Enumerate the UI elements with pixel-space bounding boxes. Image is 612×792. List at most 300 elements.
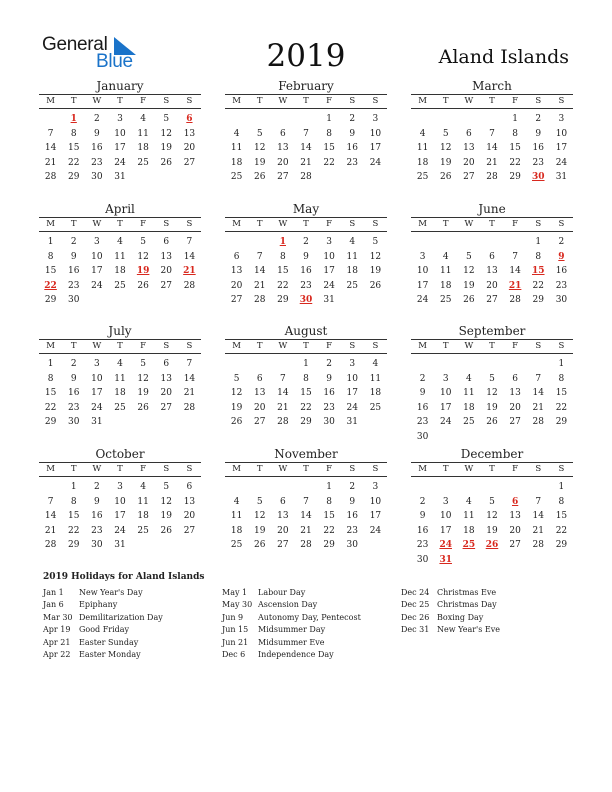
day-cell: 3 — [442, 373, 449, 384]
day-cell: 12 — [253, 143, 266, 153]
day-cell: 18 — [346, 266, 358, 276]
day-cell: 2 — [419, 373, 426, 384]
day-cell: 7 — [256, 251, 263, 262]
month-november — [225, 447, 387, 553]
weekday-label: S — [558, 96, 565, 106]
day-cell: 2 — [303, 237, 309, 247]
day-cell: 11 — [114, 251, 126, 262]
month-february — [225, 79, 387, 185]
day-cell: 4 — [442, 251, 449, 262]
weekday-label: W — [278, 96, 288, 106]
day-cell: 16 — [416, 402, 429, 413]
empty-cell — [434, 235, 457, 250]
day-cell: 25 — [346, 280, 358, 291]
weekday-label: T — [303, 341, 309, 351]
holiday-day-cell: 30 — [532, 172, 545, 182]
day-grid — [411, 354, 573, 444]
weekday-label: T — [303, 219, 309, 229]
month-august — [225, 324, 387, 430]
weekday-label: S — [186, 341, 193, 351]
day-cell: 8 — [303, 373, 309, 384]
day-cell: 4 — [117, 359, 123, 369]
day-cell: 16 — [346, 511, 358, 521]
day-cell: 7 — [47, 128, 54, 139]
day-cell: 15 — [67, 143, 80, 153]
day-cell: 27 — [509, 540, 521, 550]
day-cell: 18 — [439, 280, 452, 291]
holiday-name: Demilitarization Day — [79, 612, 163, 622]
weekday-header — [39, 94, 201, 109]
day-cell: 1 — [303, 359, 309, 369]
day-cell: 8 — [326, 496, 332, 507]
day-cell: 16 — [67, 266, 80, 276]
day-cell: 16 — [555, 266, 568, 276]
empty-cell — [225, 480, 248, 495]
day-cell: 27 — [160, 402, 172, 413]
day-cell: 7 — [47, 496, 54, 507]
day-cell: 24 — [114, 525, 126, 536]
day-cell: 12 — [439, 143, 452, 153]
day-cell: 17 — [91, 388, 103, 398]
empty-cell — [248, 480, 271, 495]
day-cell: 9 — [70, 373, 77, 384]
day-cell: 24 — [439, 417, 452, 427]
weekday-label: T — [256, 341, 263, 351]
day-cell: 22 — [67, 525, 80, 536]
logo-text-general: General — [42, 34, 108, 55]
month-title: May — [292, 202, 320, 216]
weekday-header — [411, 339, 573, 354]
day-cell: 1 — [47, 237, 54, 247]
weekday-label: S — [163, 96, 170, 106]
day-cell: 21 — [277, 402, 289, 413]
day-cell: 1 — [558, 359, 565, 369]
month-title: July — [108, 324, 132, 338]
empty-cell — [411, 235, 434, 250]
weekday-label: S — [349, 341, 356, 351]
day-cell: 20 — [277, 525, 289, 536]
day-cell: 15 — [323, 143, 335, 153]
holiday-column — [43, 587, 163, 661]
day-cell: 28 — [532, 417, 544, 427]
weekday-header — [225, 217, 387, 232]
day-cell: 25 — [416, 172, 429, 182]
day-cell: 27 — [486, 295, 498, 305]
day-cell: 12 — [486, 388, 498, 398]
weekday-label: M — [418, 341, 427, 351]
day-cell: 3 — [372, 482, 379, 492]
day-cell: 25 — [230, 540, 243, 550]
holiday-name: Labour Day — [258, 588, 306, 597]
weekday-label: W — [464, 219, 474, 229]
day-cell: 16 — [416, 525, 429, 536]
day-cell: 10 — [555, 128, 568, 139]
day-cell: 5 — [465, 251, 472, 262]
day-cell: 1 — [558, 482, 565, 492]
weekday-label: S — [535, 464, 542, 474]
day-cell: 30 — [67, 417, 80, 427]
day-cell: 28 — [486, 172, 498, 182]
day-cell: 19 — [230, 402, 243, 413]
holiday-row — [401, 624, 500, 636]
day-cell: 9 — [93, 128, 100, 139]
empty-cell — [411, 112, 434, 127]
weekday-label: T — [442, 341, 449, 351]
day-cell: 7 — [535, 373, 542, 384]
day-cell: 18 — [230, 525, 243, 536]
day-cell: 10 — [323, 251, 335, 262]
day-cell: 11 — [463, 511, 475, 521]
day-cell: 14 — [300, 143, 312, 153]
weekday-label: S — [535, 341, 542, 351]
day-cell: 15 — [509, 143, 521, 153]
weekday-label: S — [163, 341, 170, 351]
weekday-label: T — [489, 96, 495, 106]
day-cell: 13 — [183, 128, 196, 139]
holiday-column — [401, 587, 500, 637]
weekday-label: S — [372, 341, 379, 351]
weekday-label: S — [163, 219, 170, 229]
day-cell: 27 — [277, 172, 289, 182]
holiday-day-cell: 6 — [512, 496, 519, 507]
month-title: June — [478, 202, 506, 216]
country-title: Aland Islands — [438, 46, 569, 68]
day-cell: 5 — [163, 114, 170, 124]
day-cell: 10 — [369, 128, 382, 139]
day-cell: 28 — [277, 417, 289, 427]
day-cell: 5 — [233, 373, 240, 384]
day-cell: 1 — [47, 359, 54, 369]
day-cell: 10 — [346, 373, 358, 384]
day-cell: 15 — [67, 511, 80, 521]
day-cell: 20 — [277, 157, 289, 168]
day-cell: 22 — [300, 402, 312, 413]
day-cell: 29 — [44, 417, 57, 427]
weekday-label: F — [326, 219, 333, 229]
day-cell: 4 — [140, 114, 146, 124]
day-cell: 2 — [70, 359, 77, 369]
day-cell: 15 — [44, 266, 57, 276]
holiday-row — [222, 624, 361, 636]
holiday-name: Christmas Day — [437, 600, 497, 610]
day-cell: 24 — [555, 157, 568, 168]
day-cell: 11 — [346, 251, 358, 262]
day-cell: 25 — [137, 157, 149, 168]
empty-cell — [248, 357, 271, 372]
day-cell: 3 — [326, 237, 332, 247]
day-cell: 15 — [277, 266, 289, 276]
holiday-date: Apr 22 — [43, 649, 71, 659]
empty-cell — [39, 112, 62, 127]
day-cell: 22 — [44, 402, 57, 413]
month-june — [411, 202, 573, 308]
holiday-name: Christmas Eve — [437, 588, 497, 597]
weekday-header — [225, 339, 387, 354]
weekday-label: T — [303, 96, 309, 106]
weekday-label: M — [418, 219, 427, 229]
day-cell: 26 — [160, 157, 172, 168]
day-cell: 23 — [91, 525, 103, 536]
month-july — [39, 324, 201, 430]
day-cell: 9 — [419, 388, 426, 398]
day-cell: 29 — [67, 172, 80, 182]
day-cell: 14 — [486, 143, 498, 153]
day-cell: 21 — [300, 525, 312, 536]
day-cell: 6 — [489, 251, 495, 262]
day-cell: 8 — [279, 251, 286, 262]
day-cell: 9 — [70, 251, 77, 262]
weekday-label: F — [512, 464, 519, 474]
holiday-row — [43, 612, 163, 624]
weekday-label: W — [278, 464, 288, 474]
day-cell: 21 — [532, 402, 544, 413]
day-cell: 29 — [555, 417, 568, 427]
day-cell: 9 — [349, 496, 356, 507]
day-grid — [225, 109, 387, 185]
weekday-label: F — [512, 96, 519, 106]
day-cell: 17 — [439, 525, 452, 536]
holiday-name: Epiphany — [79, 600, 118, 610]
weekday-label: W — [92, 219, 102, 229]
day-cell: 20 — [509, 402, 521, 413]
day-cell: 11 — [369, 373, 382, 384]
month-title: January — [96, 79, 144, 93]
holiday-date: Jun 9 — [222, 612, 244, 622]
empty-cell — [294, 480, 317, 495]
day-cell: 20 — [183, 143, 196, 153]
weekday-label: M — [232, 464, 241, 474]
day-cell: 13 — [277, 511, 289, 521]
weekday-header — [39, 339, 201, 354]
day-cell: 2 — [558, 237, 565, 247]
day-cell: 8 — [558, 496, 565, 507]
day-cell: 4 — [419, 128, 426, 139]
weekday-label: S — [349, 96, 356, 106]
day-cell: 15 — [323, 511, 335, 521]
day-cell: 21 — [44, 525, 57, 536]
day-cell: 20 — [486, 280, 498, 291]
day-cell: 9 — [535, 128, 542, 139]
weekday-label: F — [512, 219, 519, 229]
holiday-name: New Year's Eve — [437, 625, 500, 635]
day-cell: 29 — [555, 540, 568, 550]
day-cell: 17 — [114, 511, 126, 521]
day-cell: 15 — [555, 511, 568, 521]
day-cell: 8 — [47, 373, 54, 384]
weekday-label: S — [535, 96, 542, 106]
day-cell: 31 — [114, 540, 126, 550]
empty-cell — [457, 480, 480, 495]
day-grid — [39, 109, 201, 185]
day-cell: 29 — [44, 295, 57, 305]
logo-text-blue: Blue — [96, 51, 133, 72]
empty-cell — [527, 480, 550, 495]
weekday-label: W — [464, 341, 474, 351]
day-cell: 3 — [419, 251, 426, 262]
holiday-date: Jan 1 — [43, 588, 64, 597]
day-cell: 13 — [463, 143, 475, 153]
day-cell: 17 — [114, 143, 126, 153]
day-cell: 26 — [160, 525, 172, 536]
day-cell: 6 — [163, 237, 170, 247]
day-cell: 5 — [442, 128, 449, 139]
day-cell: 23 — [91, 157, 103, 168]
day-cell: 10 — [369, 496, 382, 507]
month-april — [39, 202, 201, 308]
day-cell: 4 — [233, 496, 240, 507]
day-cell: 18 — [114, 266, 126, 276]
weekday-label: W — [92, 96, 102, 106]
day-cell: 31 — [114, 172, 126, 182]
day-cell: 18 — [369, 388, 382, 398]
day-cell: 1 — [512, 114, 518, 124]
day-cell: 27 — [253, 417, 266, 427]
day-cell: 13 — [509, 511, 521, 521]
day-cell: 14 — [44, 143, 57, 153]
day-cell: 26 — [253, 540, 266, 550]
day-cell: 18 — [463, 525, 475, 536]
weekday-label: S — [186, 464, 193, 474]
holiday-row — [222, 599, 361, 611]
empty-cell — [457, 112, 480, 127]
day-cell: 20 — [509, 525, 521, 536]
day-cell: 12 — [160, 128, 172, 139]
holiday-column — [222, 587, 361, 661]
day-cell: 11 — [416, 143, 429, 153]
day-cell: 25 — [439, 295, 452, 305]
day-cell: 27 — [183, 525, 196, 536]
day-cell: 20 — [160, 388, 172, 398]
day-cell: 17 — [323, 266, 335, 276]
day-cell: 4 — [372, 359, 379, 369]
day-cell: 18 — [416, 157, 429, 168]
holiday-name: Boxing Day — [437, 612, 484, 622]
day-cell: 24 — [346, 402, 358, 413]
day-cell: 12 — [253, 511, 266, 521]
day-cell: 24 — [369, 157, 382, 168]
holiday-row — [401, 599, 500, 611]
day-cell: 19 — [463, 280, 475, 291]
day-cell: 23 — [67, 402, 80, 413]
weekday-label: T — [70, 96, 77, 106]
day-cell: 13 — [509, 388, 521, 398]
day-cell: 6 — [279, 496, 286, 507]
day-cell: 26 — [137, 280, 149, 291]
day-cell: 19 — [137, 388, 149, 398]
day-cell: 18 — [230, 157, 243, 168]
day-cell: 28 — [183, 280, 196, 291]
weekday-label: F — [512, 341, 519, 351]
weekday-label: T — [256, 219, 263, 229]
empty-cell — [504, 235, 527, 250]
weekday-header — [39, 217, 201, 232]
day-grid — [411, 477, 573, 567]
day-cell: 12 — [137, 373, 149, 384]
day-cell: 8 — [535, 251, 542, 262]
empty-cell — [411, 357, 434, 372]
day-cell: 19 — [369, 266, 382, 276]
day-cell: 14 — [300, 511, 312, 521]
day-cell: 8 — [558, 373, 565, 384]
day-cell: 29 — [277, 295, 289, 305]
holiday-day-cell: 6 — [186, 114, 193, 124]
weekday-label: M — [46, 341, 55, 351]
holiday-date: Jun 15 — [222, 625, 249, 635]
weekday-label: S — [558, 219, 565, 229]
month-december — [411, 447, 573, 567]
day-cell: 26 — [463, 295, 475, 305]
empty-cell — [480, 235, 503, 250]
day-cell: 1 — [326, 482, 332, 492]
holiday-date: Mar 30 — [43, 612, 73, 622]
day-cell: 4 — [465, 496, 472, 507]
day-cell: 21 — [532, 525, 544, 536]
empty-cell — [504, 357, 527, 372]
day-cell: 11 — [439, 266, 452, 276]
weekday-label: M — [46, 219, 55, 229]
month-may — [225, 202, 387, 308]
day-cell: 13 — [183, 496, 196, 507]
weekday-label: W — [92, 341, 102, 351]
holiday-day-cell: 24 — [439, 540, 452, 550]
holiday-day-cell: 21 — [508, 280, 522, 291]
day-cell: 29 — [67, 540, 80, 550]
day-cell: 30 — [323, 417, 335, 427]
weekday-header — [411, 462, 573, 477]
day-cell: 22 — [555, 525, 568, 536]
empty-cell — [504, 480, 527, 495]
holiday-day-cell: 25 — [462, 540, 476, 550]
day-cell: 20 — [463, 157, 475, 168]
day-cell: 20 — [253, 402, 266, 413]
day-cell: 4 — [117, 237, 123, 247]
holiday-date: Jun 21 — [222, 637, 249, 647]
weekday-label: F — [326, 464, 333, 474]
day-cell: 30 — [91, 540, 103, 550]
day-cell: 24 — [416, 295, 429, 305]
day-cell: 3 — [117, 482, 123, 492]
holiday-name: Easter Monday — [79, 649, 141, 659]
day-cell: 18 — [463, 402, 475, 413]
day-cell: 10 — [114, 128, 126, 139]
day-cell: 17 — [369, 143, 382, 153]
day-cell: 2 — [70, 237, 77, 247]
weekday-label: T — [117, 219, 123, 229]
day-grid — [39, 232, 201, 308]
empty-cell — [527, 357, 550, 372]
month-title: April — [105, 202, 135, 216]
empty-cell — [480, 112, 503, 127]
weekday-label: T — [256, 96, 263, 106]
day-grid — [225, 477, 387, 553]
day-cell: 13 — [160, 373, 172, 384]
holiday-row — [222, 649, 361, 661]
day-cell: 9 — [326, 373, 332, 384]
day-cell: 5 — [163, 482, 170, 492]
day-cell: 23 — [323, 402, 335, 413]
day-cell: 1 — [70, 482, 77, 492]
month-title: August — [284, 324, 328, 338]
weekday-header — [225, 94, 387, 109]
day-cell: 23 — [67, 280, 80, 291]
holiday-day-cell: 31 — [439, 554, 452, 565]
day-cell: 30 — [416, 431, 429, 442]
day-cell: 16 — [91, 143, 103, 153]
day-cell: 8 — [70, 496, 77, 507]
month-march — [411, 79, 573, 185]
day-cell: 17 — [439, 402, 452, 413]
day-grid — [39, 477, 201, 553]
